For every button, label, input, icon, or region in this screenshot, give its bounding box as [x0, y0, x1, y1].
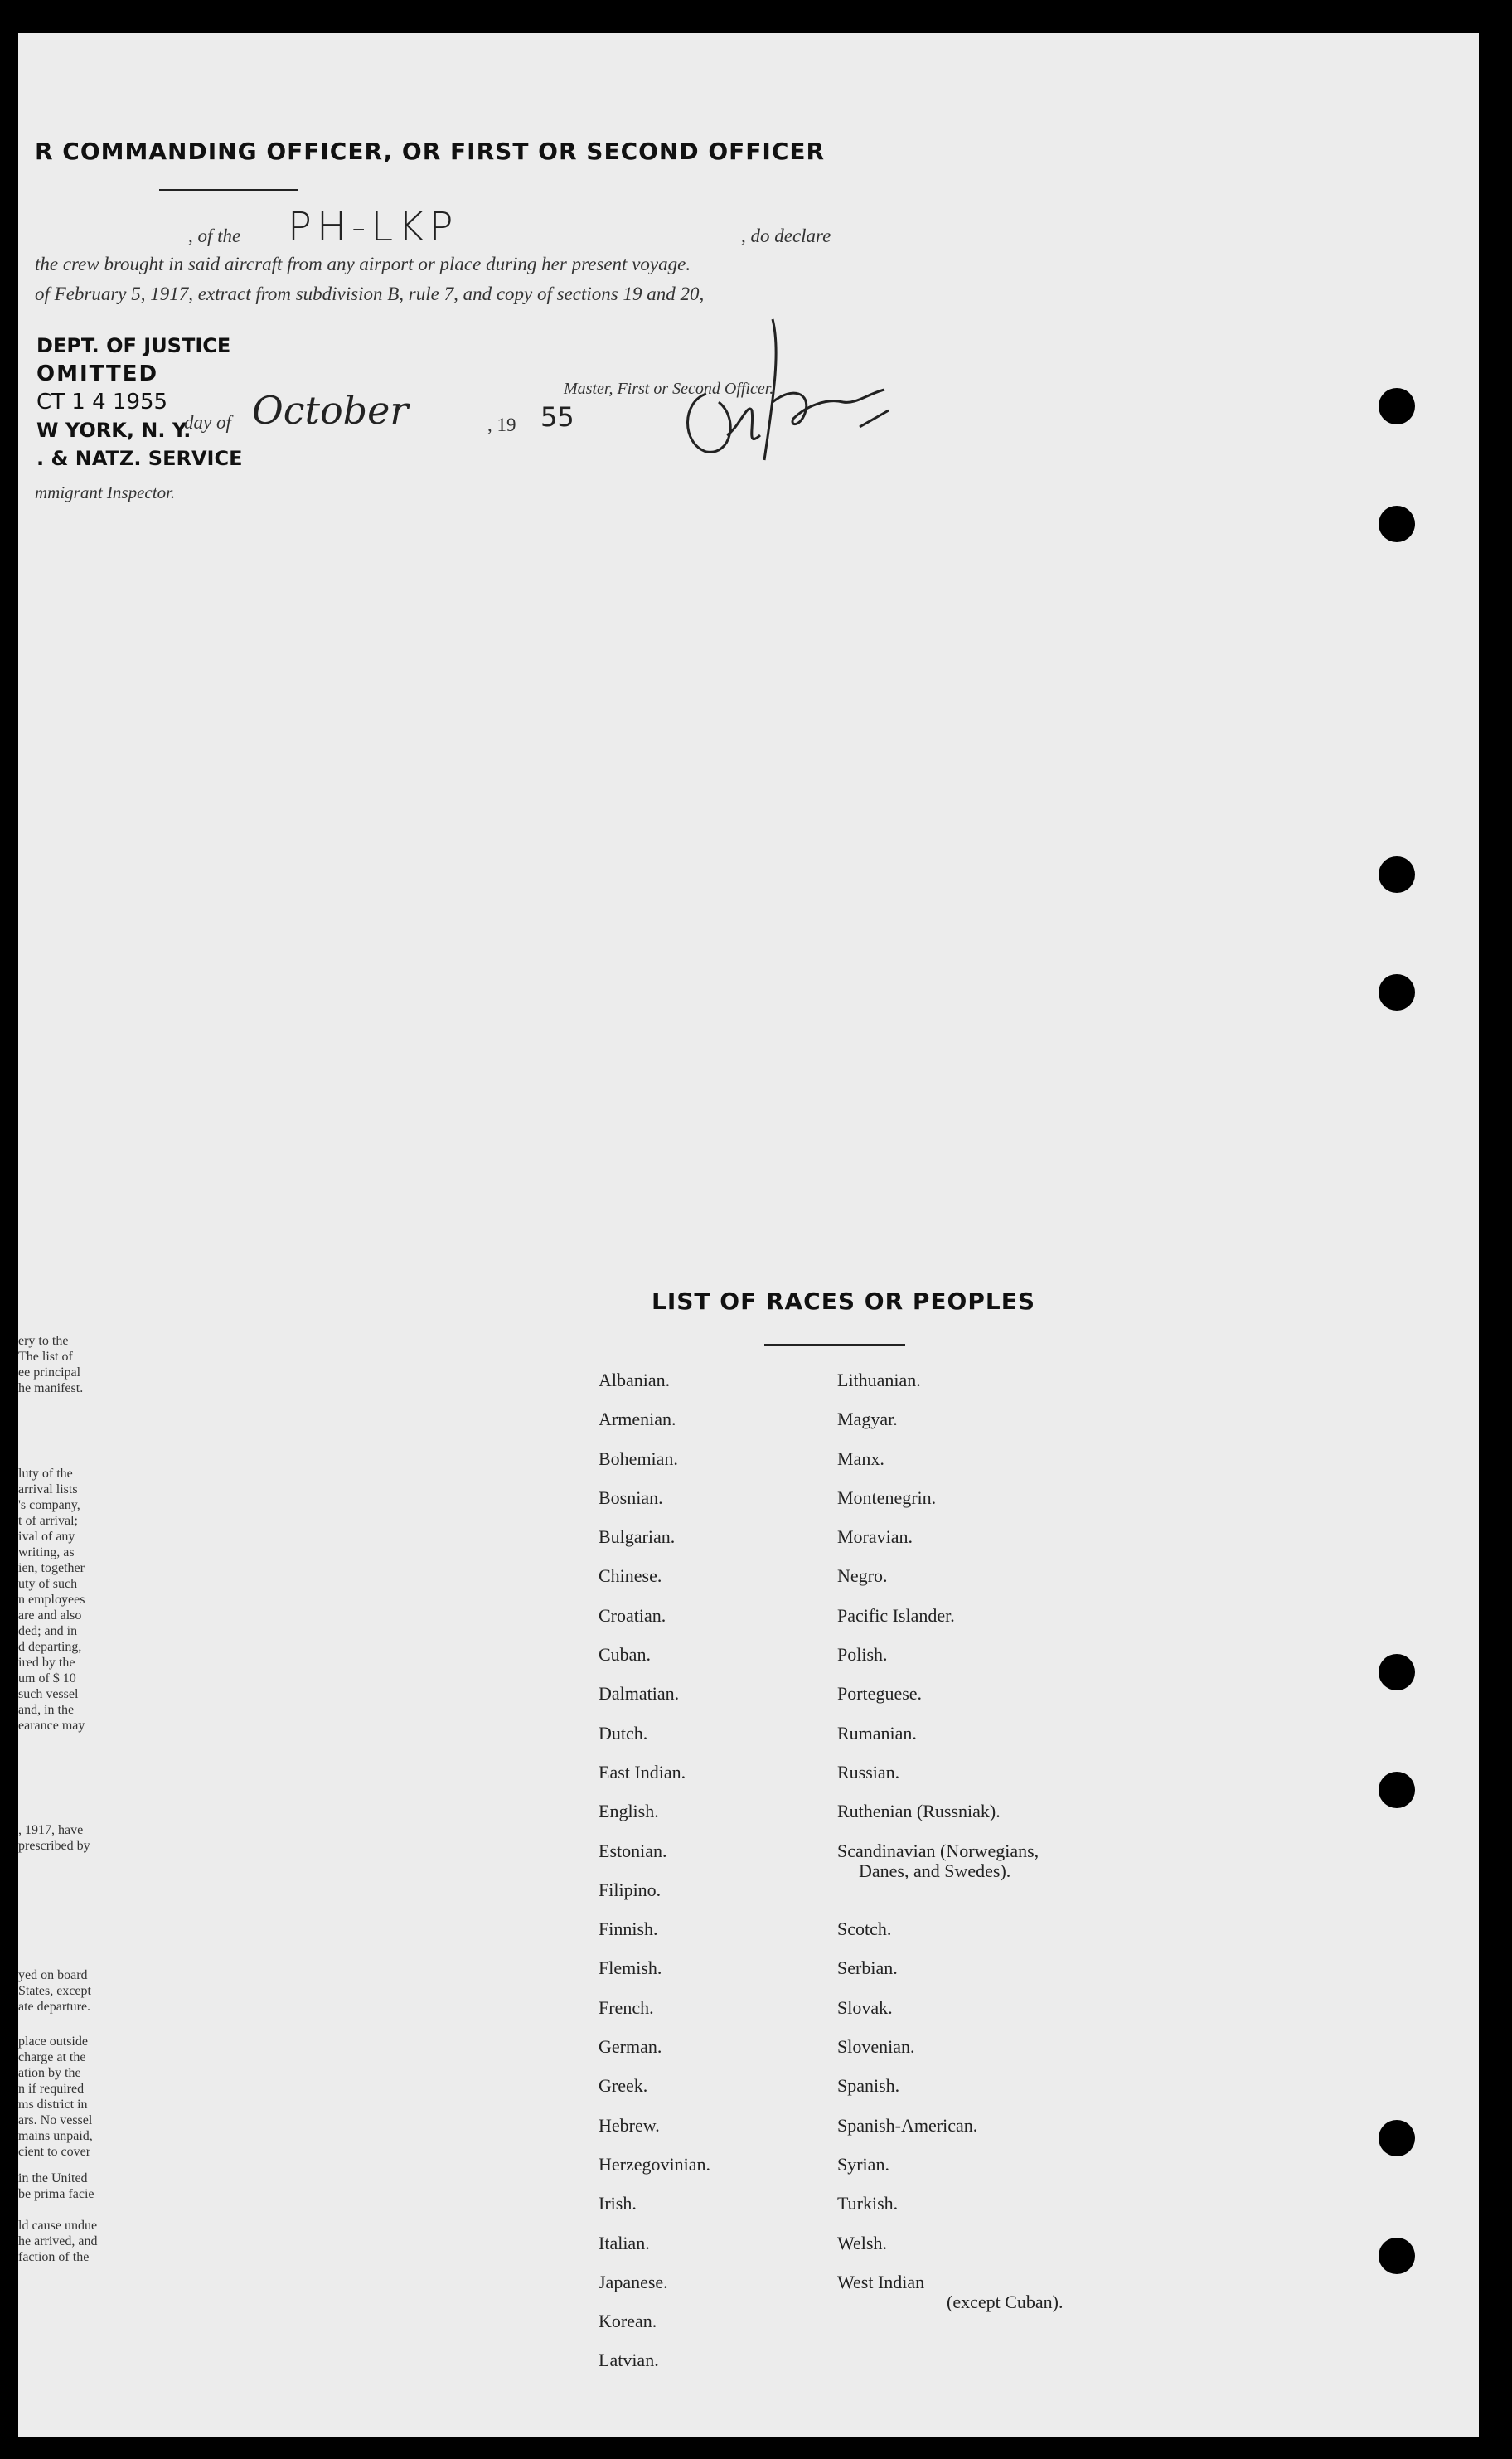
race-item: Irish.	[598, 2193, 637, 2214]
race-item: Dutch.	[598, 1722, 648, 1744]
race-item: French.	[598, 1996, 654, 2018]
fragment-line: States, except	[18, 1984, 91, 1998]
race-item: Montenegrin.	[837, 1487, 937, 1508]
fragment-line: n employees	[18, 1593, 85, 1607]
fragment-line: ld cause undue	[18, 2219, 98, 2233]
fragment-line: ery to the	[18, 1334, 69, 1348]
stamp-line: OMITTED	[36, 361, 159, 386]
race-item: Russian.	[837, 1761, 900, 1782]
race-item: Japanese.	[598, 2271, 668, 2292]
margin-fragment	[18, 2170, 94, 2202]
race-item: Slovak.	[837, 1996, 893, 2018]
fragment-line: such vessel	[18, 1687, 79, 1701]
fragment-line: and, in the	[18, 1703, 75, 1717]
race-item: Negro.	[837, 1565, 888, 1587]
punch-hole	[1379, 974, 1415, 1011]
punch-hole	[1379, 506, 1415, 542]
fragment-line: The list of	[18, 1350, 73, 1364]
race-item: (except Cuban).	[947, 2291, 1064, 2312]
race-item: Bulgarian.	[598, 1526, 676, 1548]
do-declare-label: , do declare	[741, 226, 831, 246]
page-title: R COMMANDING OFFICER, OR FIRST OR SECOND OFFICER	[35, 138, 826, 165]
race-item: Serbian.	[837, 1957, 898, 1979]
punch-hole	[1379, 856, 1415, 893]
race-item: Ruthenian (Russniak).	[837, 1801, 1001, 1822]
of-the-label: , of the	[188, 226, 241, 246]
fragment-line: ien, together	[18, 1561, 85, 1575]
race-item: Croatian.	[598, 1604, 666, 1626]
fragment-line: ired by the	[18, 1656, 75, 1670]
races-column-1	[598, 1370, 710, 2389]
fragment-line: yed on board	[18, 1968, 88, 1982]
punch-hole	[1379, 388, 1415, 424]
fragment-line: are and also	[18, 1608, 82, 1622]
fragment-line: in the United	[18, 2171, 88, 2185]
race-item: Scotch.	[837, 1918, 892, 1940]
race-item: Filipino.	[598, 1879, 662, 1900]
aircraft-registration: PH-LKP	[288, 204, 458, 250]
race-item: Danes, and Swedes).	[859, 1860, 1011, 1881]
fragment-line: 's company,	[18, 1498, 80, 1512]
race-item: Syrian.	[837, 2153, 889, 2175]
race-item: Korean.	[598, 2311, 657, 2332]
margin-fragment	[18, 1466, 85, 1734]
fragment-line: cient to cover	[18, 2145, 91, 2159]
fragment-line: he manifest.	[18, 1381, 84, 1395]
race-item: Bohemian.	[598, 1448, 678, 1469]
fragment-line: prescribed by	[18, 1839, 90, 1853]
punch-hole	[1379, 2238, 1415, 2274]
stamp-line: DEPT. OF JUSTICE	[36, 334, 231, 357]
race-item: Moravian.	[837, 1526, 914, 1548]
race-item: West Indian	[837, 2271, 925, 2292]
race-item: Rumanian.	[837, 1722, 917, 1744]
stamp-line: W YORK, N. Y.	[36, 419, 191, 442]
master-signature	[648, 303, 897, 493]
fragment-line: be prima facie	[18, 2187, 94, 2201]
title-underline	[159, 189, 298, 191]
race-item: Welsh.	[837, 2232, 887, 2253]
race-item: Lithuanian.	[837, 1370, 921, 1390]
race-item: Spanish-American.	[837, 2114, 978, 2136]
stamp-line: . & NATZ. SERVICE	[36, 447, 243, 470]
race-item: Bosnian.	[598, 1487, 663, 1508]
immigration-stamp	[36, 332, 242, 473]
fragment-line: ate departure.	[18, 2000, 91, 2014]
punch-hole	[1379, 1772, 1415, 1808]
races-column-2	[837, 1370, 1064, 2330]
race-item: Finnish.	[598, 1918, 658, 1940]
race-item: Chinese.	[598, 1565, 662, 1587]
race-item: Slovenian.	[837, 2036, 915, 2058]
race-item: English.	[598, 1801, 659, 1822]
day-of-label: day of	[184, 412, 231, 433]
race-item: Dalmatian.	[598, 1683, 680, 1705]
handwritten-month: October	[252, 388, 409, 433]
document-page	[18, 33, 1479, 2437]
fragment-line: arrival lists	[18, 1482, 78, 1496]
races-list-title: LIST OF RACES OR PEOPLES	[652, 1288, 1035, 1315]
race-item: German.	[598, 2036, 662, 2058]
race-item: Hebrew.	[598, 2114, 660, 2136]
fragment-line: faction of the	[18, 2250, 90, 2264]
fragment-line: ars. No vessel	[18, 2113, 93, 2127]
fragment-line: n if required	[18, 2082, 85, 2096]
races-title-underline	[764, 1344, 905, 1346]
race-item: Polish.	[837, 1644, 888, 1666]
margin-fragment	[18, 2218, 98, 2265]
fragment-line: mains unpaid,	[18, 2129, 93, 2143]
race-item: Greek.	[598, 2075, 648, 2097]
punch-hole	[1379, 1654, 1415, 1690]
fragment-line: luty of the	[18, 1467, 73, 1481]
fragment-line: , 1917, have	[18, 1823, 84, 1837]
margin-fragment	[18, 1967, 91, 2015]
race-item: Manx.	[837, 1448, 884, 1469]
fragment-line: ms district in	[18, 2098, 88, 2112]
margin-fragment	[18, 2034, 93, 2160]
inspector-caption: mmigrant Inspector.	[35, 483, 176, 502]
race-item: Albanian.	[598, 1370, 671, 1390]
declaration-line-2: the crew brought in said aircraft from any airport or place during her present voyage.	[35, 254, 691, 274]
fragment-line: d departing,	[18, 1640, 82, 1654]
margin-fragment	[18, 1333, 83, 1396]
race-item: East Indian.	[598, 1761, 686, 1782]
race-item: Estonian.	[598, 1840, 667, 1861]
fragment-line: writing, as	[18, 1545, 75, 1559]
fragment-line: earance may	[18, 1719, 85, 1733]
fragment-line: um of $ 10	[18, 1671, 76, 1685]
fragment-line: ded; and in	[18, 1624, 78, 1638]
fragment-line: charge at the	[18, 2050, 86, 2064]
race-item: Spanish.	[837, 2075, 900, 2097]
fragment-line: ival of any	[18, 1530, 75, 1544]
master-caption: Master, First or Second Officer.	[564, 380, 774, 398]
fragment-line: he arrived, and	[18, 2234, 98, 2248]
fragment-line: place outside	[18, 2035, 88, 2049]
race-item: Italian.	[598, 2232, 650, 2253]
fragment-line: ation by the	[18, 2066, 81, 2080]
fragment-line: uty of such	[18, 1577, 78, 1591]
race-item: Herzegovinian.	[598, 2153, 710, 2175]
race-item: Porteguese.	[837, 1683, 923, 1705]
race-item: Magyar.	[837, 1409, 898, 1430]
handwritten-year: 55	[540, 401, 574, 433]
race-item: Flemish.	[598, 1957, 662, 1979]
stamp-line: CT 1 4 1955	[36, 390, 168, 415]
race-item: Armenian.	[598, 1409, 676, 1430]
fragment-line: t of arrival;	[18, 1514, 78, 1528]
race-item: Turkish.	[837, 2193, 899, 2214]
fragment-line: ee principal	[18, 1365, 81, 1380]
race-item: Pacific Islander.	[837, 1604, 955, 1626]
race-item: Scandinavian (Norwegians,	[837, 1840, 1040, 1861]
punch-hole	[1379, 2120, 1415, 2156]
declaration-line-3: of February 5, 1917, extract from subdivision B, rule 7, and copy of sections 19 and 20,	[35, 284, 705, 304]
race-item: Latvian.	[598, 2350, 659, 2371]
year-prefix: , 19	[487, 415, 516, 435]
race-item: Cuban.	[598, 1644, 651, 1666]
margin-fragment	[18, 1822, 90, 1854]
